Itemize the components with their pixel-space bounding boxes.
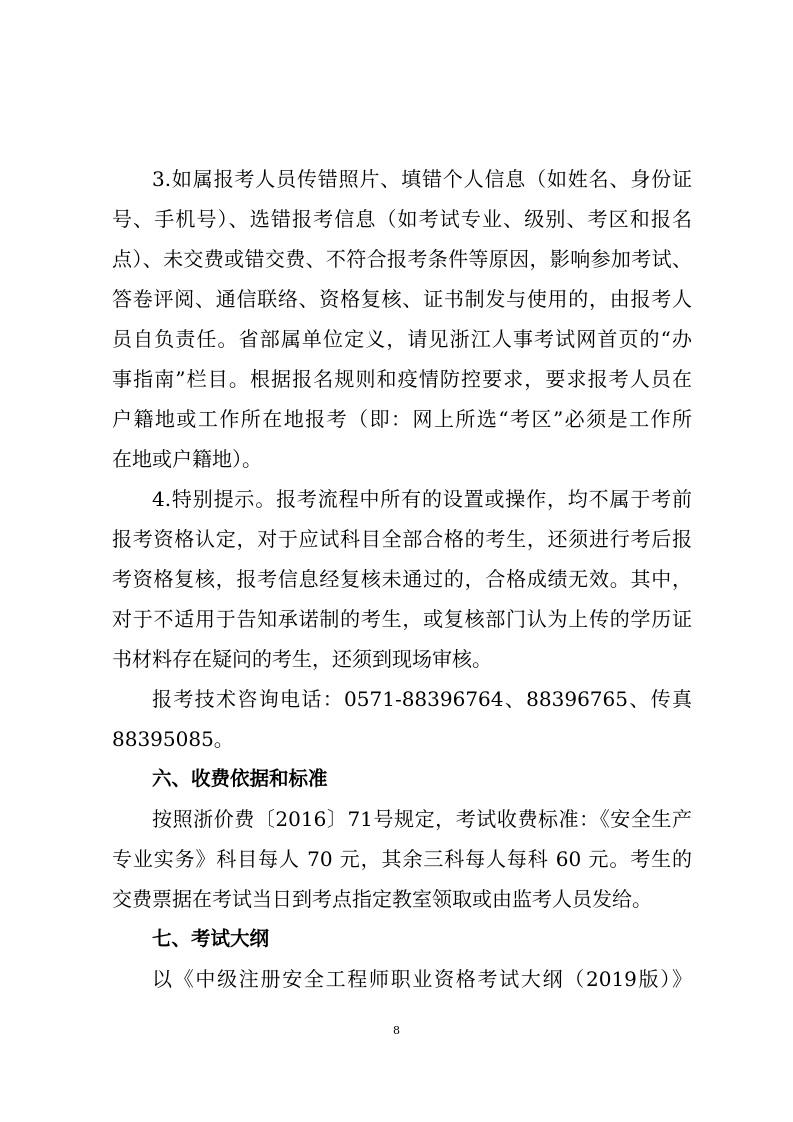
paragraph-line: 4.特别提示。报考流程中所有的设置或操作，均不属于考前 <box>152 487 692 511</box>
page-number: 8 <box>393 1024 400 1037</box>
paragraph-line: 3.如属报考人员传错照片、填错个人信息（如姓名、身份证 <box>152 167 692 191</box>
section-heading: 六、收费依据和标准 <box>152 767 328 790</box>
paragraph-line: 答卷评阅、通信联络、资格复核、证书制发与使用的，由报考人 <box>112 287 692 311</box>
paragraph-line: 点）、未交费或错交费、不符合报考条件等原因，影响参加考试、 <box>112 247 692 271</box>
paragraph-line: 88395085。 <box>112 727 234 751</box>
paragraph-line: 号、手机号）、选错报考信息（如考试专业、级别、考区和报名 <box>112 207 692 231</box>
paragraph-line: 交费票据在考试当日到考点指定教室领取或由监考人员发给。 <box>112 887 652 911</box>
paragraph-line: 考资格复核，报考信息经复核未通过的，合格成绩无效。其中， <box>112 567 692 591</box>
paragraph-line: 员自负责任。省部属单位定义，请见浙江人事考试网首页的“办 <box>112 327 692 351</box>
paragraph-line: 报考资格认定，对于应试科目全部合格的考生，还须进行考后报 <box>112 527 692 551</box>
paragraph-line: 按照浙价费〔2016〕71号规定，考试收费标准：《安全生产 <box>152 807 692 831</box>
paragraph-line: 在地或户籍地）。 <box>112 447 262 471</box>
paragraph-line: 以《中级注册安全工程师职业资格考试大纲（2019版）》 <box>152 967 692 991</box>
paragraph-line: 户籍地或工作所在地报考（即：网上所选“考区”必须是工作所 <box>112 407 692 431</box>
paragraph-line: 对于不适用于告知承诺制的考生，或复核部门认为上传的学历证 <box>112 607 692 631</box>
paragraph-line: 书材料存在疑问的考生，还须到现场审核。 <box>112 647 492 671</box>
paragraph-line: 事指南”栏目。根据报名规则和疫情防控要求，要求报考人员在 <box>112 367 692 391</box>
section-heading: 七、考试大纲 <box>152 927 270 950</box>
paragraph-line: 专业实务》科目每人 70 元，其余三科每人每科 60 元。考生的 <box>112 847 692 871</box>
paragraph-line: 报考技术咨询电话：0571-88396764、88396765、传真 <box>152 687 692 711</box>
